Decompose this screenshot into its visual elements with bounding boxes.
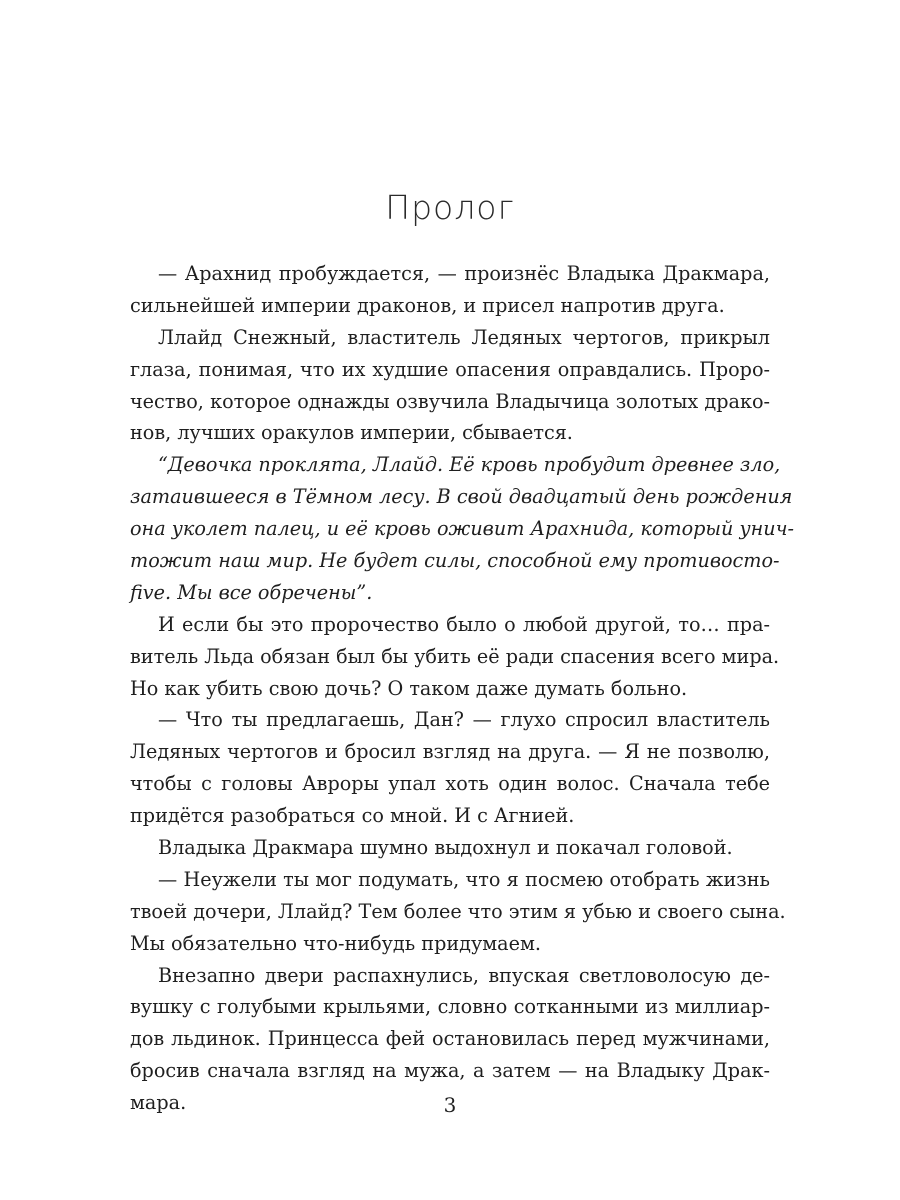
text-line: Ллайд Снежный, властитель Ледяных чертогов, прикрыл [158, 325, 770, 349]
page-number: 3 [443, 1093, 457, 1117]
text-line: она уколет палец, и её кровь оживит Арахнида, который унич- [130, 517, 795, 541]
text-line: затаившееся в Тёмном лесу. В свой двадцатый день рождения [130, 485, 793, 509]
text-line: five. Мы все обречены”. [130, 580, 373, 604]
text-line: дов льдинок. Принцесса фей остановилась перед мужчинами, [130, 1027, 770, 1051]
text-line: твоей дочери, Ллайд? Тем более что этим я убью и своего сына. [130, 899, 786, 923]
text-line: — Неужели ты мог подумать, что я посмею отобрать жизнь [158, 867, 770, 891]
text-line: Но как убить свою дочь? О таком даже думать больно. [130, 676, 688, 700]
text-line: нов, лучших оракулов империи, сбывается. [130, 421, 573, 445]
text-line: И если бы это пророчество было о любой другой, то… пра- [158, 612, 770, 636]
text-line: “Девочка проклята, Ллайд. Её кровь пробудит древнее зло, [158, 453, 781, 477]
text-line: — Что ты предлагаешь, Дан? — глухо спросил властитель [158, 708, 770, 732]
text-line: Ледяных чертогов и бросил взгляд на друга. — Я не позволю, [130, 740, 770, 764]
text-line: придётся разобраться со мной. И с Агнией. [130, 804, 575, 828]
text-line: чтобы с головы Авроры упал хоть один волос. Сначала тебе [130, 772, 770, 796]
text-line: вушку с голубыми крыльями, словно сотканными из миллиар- [130, 995, 770, 1019]
text-line: бросив сначала взгляд на мужа, а затем — на Владыку Драк- [130, 1059, 770, 1083]
text-line: чество, которое однажды озвучила Владычица золотых драко- [130, 389, 770, 413]
chapter-title: Пролог [385, 188, 515, 227]
text-line: витель Льда обязан был бы убить её ради спасения всего мира. [130, 644, 780, 668]
text-line: мара. [130, 1091, 187, 1115]
text-line: — Арахнид пробуждается, — произнёс Владыка Дракмара, [158, 262, 770, 285]
text-line: сильнейшей империи драконов, и присел напротив друга. [130, 293, 725, 317]
text-line: глаза, понимая, что их худшие опасения оправдались. Проро- [130, 357, 770, 381]
text-body [130, 258, 795, 1119]
text-line: Внезапно двери распахнулись, впуская светловолосую де- [158, 963, 770, 987]
text-line: тожит наш мир. Не будет силы, способной ему противосто- [130, 549, 780, 573]
text-line: Мы обязательно что-нибудь придумаем. [130, 931, 541, 955]
text-line: Владыка Дракмара шумно выдохнул и покачал головой. [158, 836, 733, 860]
